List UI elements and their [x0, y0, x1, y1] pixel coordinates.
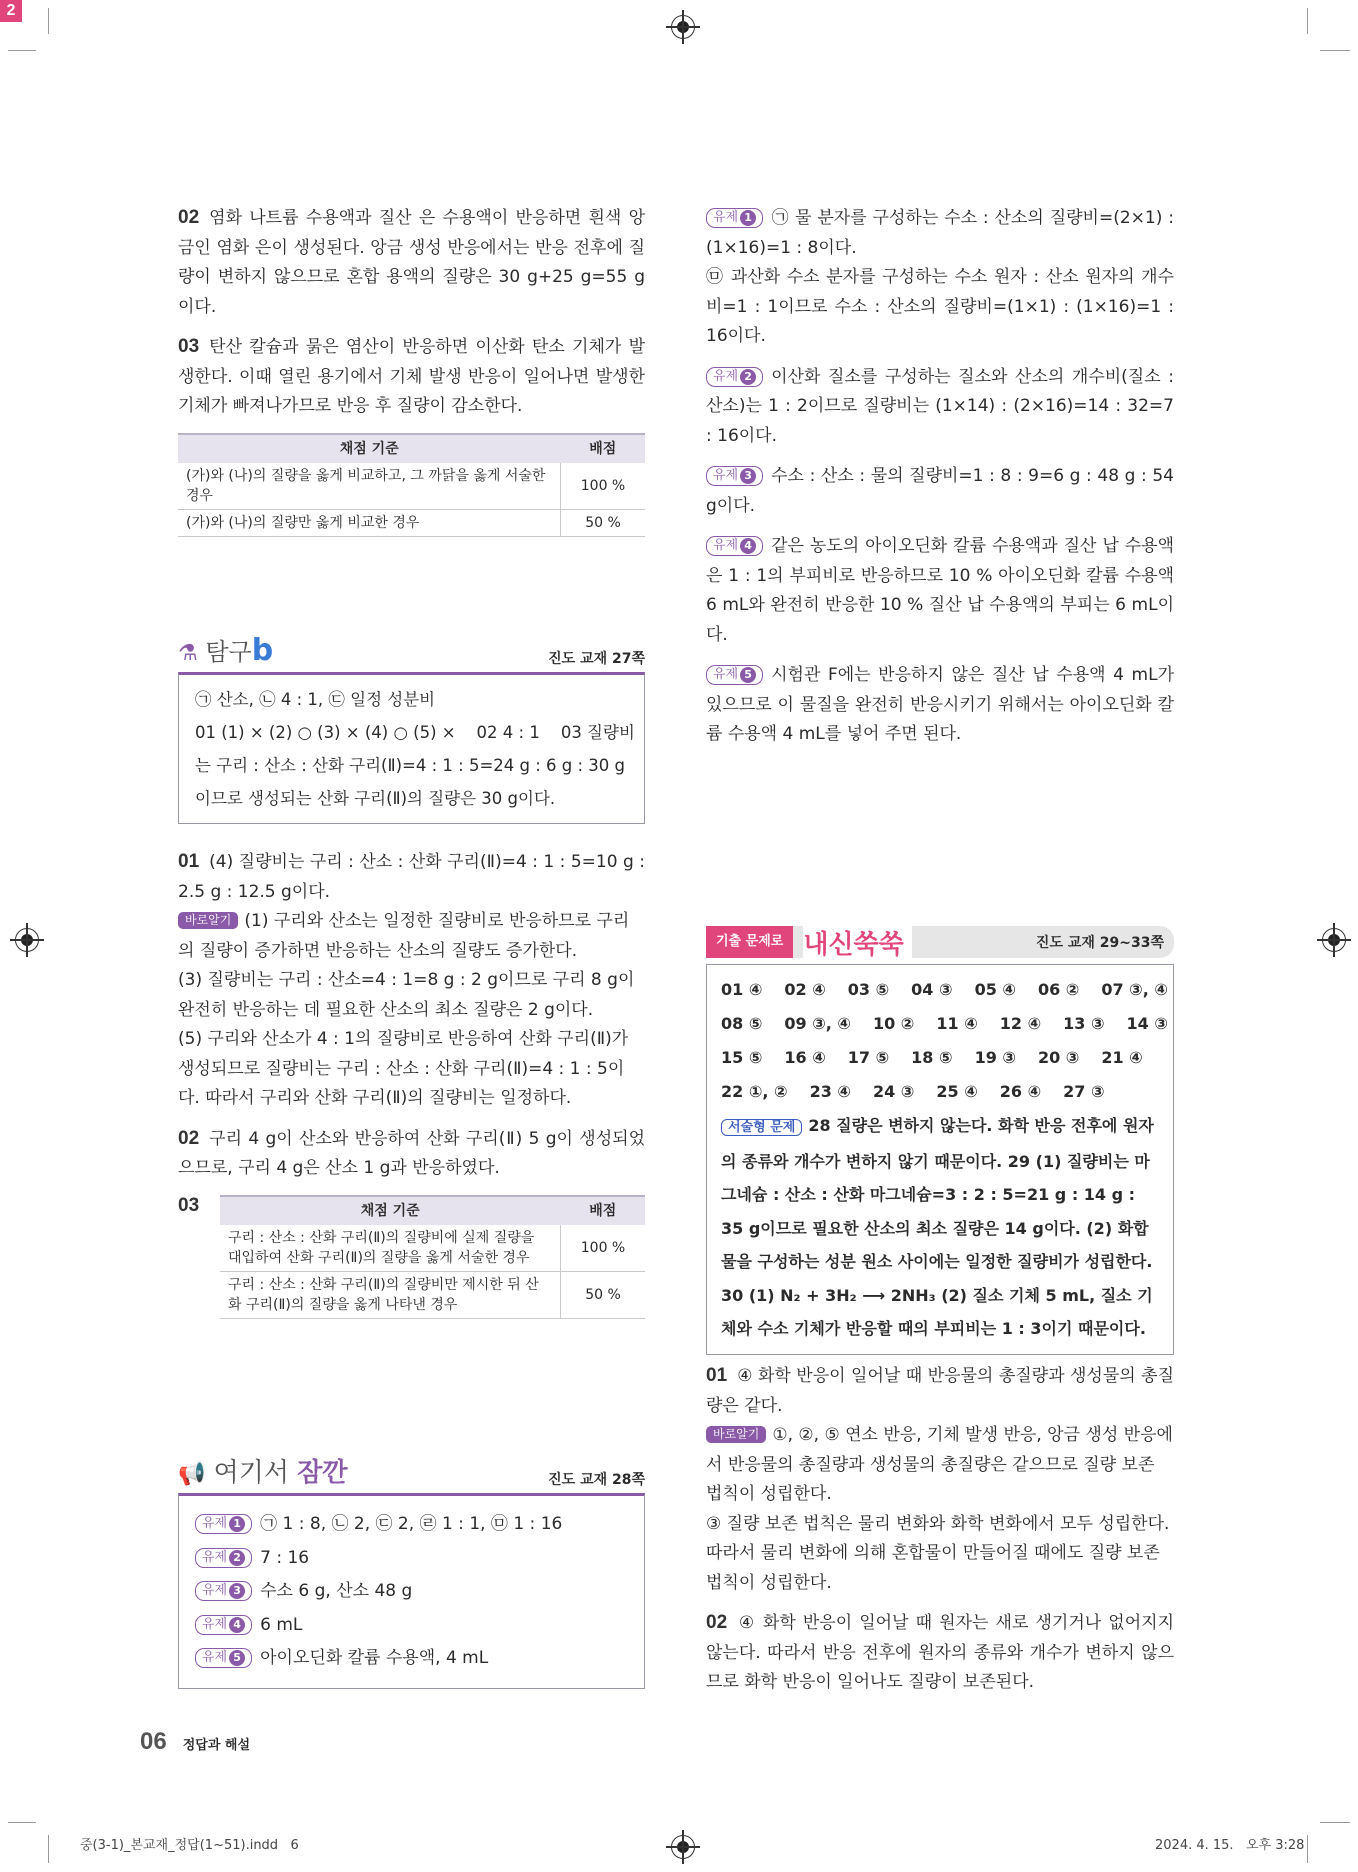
yuje-answer: 유제 2 7 : 16: [195, 1542, 628, 1576]
answer-row: 15 ⑤ 16 ④ 17 ⑤ 18 ⑤ 19 ③ 20 ③ 21 ④: [721, 1048, 1143, 1067]
naesin-answer-box: [706, 964, 1174, 1355]
yuje-answer: 유제 1 ㉠ 1 : 8, ㉡ 2, ㉢ 2, ㉣ 1 : 1, ㉤ 1 : 16: [195, 1508, 628, 1542]
registration-mark-icon: [671, 1835, 695, 1859]
naesin-header: [706, 926, 1174, 958]
registration-mark-icon: [15, 928, 39, 952]
yuje-explanation: 유제 2 이산화 질소를 구성하는 질소와 산소의 개수비(질소 : 산소)는 1 : 2이므로 질량비는 (1×14) : (2×16)=14 : 32=7 : 16이다.: [706, 366, 1174, 446]
answer-line: 는 구리 : 산소 : 산화 구리(Ⅱ)=4 : 1 : 5=24 g : 6 g : 30 g: [195, 756, 626, 775]
table-row: 구리 : 산소 : 산화 구리(Ⅱ)의 질량비만 제시한 뒤 산화 구리(Ⅱ)의 질량을 옳게 나타낸 경우 50 %: [220, 1271, 645, 1318]
table-header: 채점 기준: [220, 1196, 561, 1225]
answer-row: 01 ④ 02 ④ 03 ⑤ 04 ③ 05 ④ 06 ② 07 ③, ④: [721, 980, 1168, 999]
registration-mark-icon: [671, 15, 695, 39]
yuje-explanation: 유제 3 수소 : 산소 : 물의 질량비=1 : 8 : 9=6 g : 48 g : 54 g이다.: [706, 466, 1174, 516]
print-date: 2024. 4. 15. 오후 3:28: [1155, 1838, 1305, 1853]
tamgu-explanations: [178, 848, 645, 1319]
crop-mark: [1307, 8, 1308, 34]
yuje-explanation: 유제 5 시험관 F에는 반응하지 않은 질산 납 수용액 4 mL가 있으므로 이 물질을 완전히 반응시키기 위해서는 아이오딘화 칼륨 수용액 4 mL를 넣어 주면 된다.: [706, 665, 1174, 744]
answer-line: ㉠ 산소, ㉡ 4 : 1, ㉢ 일정 성분비: [195, 690, 436, 709]
table-row: 구리 : 산소 : 산화 구리(Ⅱ)의 질량비에 실제 질량을 대입하여 산화 구리(Ⅱ)의 질량을 옳게 서술한 경우 100 %: [220, 1225, 645, 1272]
naesin-title: 내신쑥쑥: [803, 924, 911, 961]
explanation-bullets: 바로알기 ①, ②, ⑤ 연소 반응, 기체 발생 반응, 앙금 생성 반응에서 반응물의 총질량과 생성물의 총질량은 같으므로 질량 보존 법칙이 성립한다. ③ 질량 보존 법칙은 물리 변화와 화학 변화에서 모두 성립한다. 따라서 물리 변화에 의해 혼합물이 만들어질 때에도 질량 보존 법칙이 성립한다.: [706, 1425, 1173, 1593]
yeogi-title: 📢 여기서 잠깐: [178, 1458, 348, 1488]
yuje-answer: 유제 4 6 mL: [195, 1609, 628, 1643]
baroalgi-tag: 바로알기: [178, 912, 238, 929]
explanation-01: 01 (4) 질량비는 구리 : 산소 : 산화 구리(Ⅱ)=4 : 1 : 5=10 g : 2.5 g : 12.5 g이다.: [178, 851, 645, 902]
explanation-01: 01 ④ 화학 반응이 일어날 때 반응물의 총질량과 생성물의 총질량은 같다.: [706, 1365, 1174, 1416]
naesin-explanations: [706, 1362, 1174, 1709]
page-reference: 진도 교재 28쪽: [548, 1472, 645, 1488]
crop-mark: [1307, 1835, 1308, 1863]
page-footer: [140, 1728, 250, 1756]
explanation-02: 02 구리 4 g이 산소와 반응하여 산화 구리(Ⅱ) 5 g이 생성되었으므로, 구리 4 g은 산소 1 g과 반응하였다.: [178, 1127, 645, 1178]
table-header: 배점: [561, 434, 646, 463]
page-reference: 진도 교재 27쪽: [548, 651, 645, 667]
tamgu-answer-box: [178, 672, 645, 824]
registration-mark-icon: [1322, 928, 1346, 952]
answer-line: 01 (1) × (2) ○ (3) × (4) ○ (5) × 02 4 : 1 03 질량비: [195, 723, 635, 742]
megaphone-icon: 📢: [178, 1462, 206, 1487]
crop-mark: [1320, 1822, 1350, 1823]
scoring-table: [178, 433, 645, 537]
right-column: [706, 204, 1174, 761]
crop-mark: [1320, 50, 1350, 51]
table-header: 배점: [561, 1196, 646, 1225]
page-label: 정답과 해설: [182, 1738, 251, 1753]
explanation-02: 02 ④ 화학 반응이 일어날 때 원자는 새로 생기거나 없어지지 않는다. 따라서 반응 전후에 원자의 종류와 개수가 변하지 않으므로 화학 반응이 일어나도 질량이 보존된다.: [706, 1612, 1174, 1692]
answer-03: 03 탄산 칼슘과 묽은 염산이 반응하면 이산화 탄소 기체가 발생한다. 이때 열린 용기에서 기체 발생 반응이 일어나면 발생한 기체가 빠져나가므로 반응 후 질량이 감소한다.: [178, 336, 645, 416]
yuje-answer: 유제 5 아이오딘화 칼륨 수용액, 4 mL: [195, 1642, 628, 1676]
flask-icon: ⚗: [178, 641, 198, 666]
naesin-section: [706, 926, 1174, 1355]
explanation-bullets: 바로알기 (1) 구리와 산소는 일정한 질량비로 반응하므로 구리의 질량이 증가하면 반응하는 산소의 질량도 증가한다. (3) 질량비는 구리 : 산소=4 : 1=8 g : 2 g이므로 구리 8 g이 완전히 반응하는 데 필요한 산소의 최소 질량은 2 g이다. (5) 구리와 산소가 4 : 1의 질량비로 반응하여 산화 구리(Ⅱ)가 생성되므로 질량비는 구리 : 산소 : 산화 구리(Ⅱ)=4 : 1 : 5이다. 따라서 구리와 산화 구리(Ⅱ)의 질량비는 일정하다.: [178, 911, 635, 1108]
answer-line: 이므로 생성되는 산화 구리(Ⅱ)의 질량은 30 g이다.: [195, 789, 556, 808]
table-header: 채점 기준: [178, 434, 561, 463]
yeogi-answer-box: [178, 1493, 645, 1689]
crop-mark: [48, 1835, 49, 1863]
tamgu-section: [178, 632, 645, 824]
yuje-explanation: ㉤ 과산화 수소 분자를 구성하는 수소 원자 : 산소 원자의 개수비=1 : 1이므로 수소 : 산소의 질량비=(1×1) : (1×16)=1 : 16이다.: [706, 267, 1174, 346]
scoring-table: [220, 1195, 645, 1319]
yuje-explanation: 유제 4 같은 농도의 아이오딘화 칼륨 수용액과 질산 납 수용액은 1 : 1의 부피비로 반응하므로 10 % 아이오딘화 칼륨 수용액 6 mL와 완전히 반응한 10 % 질산 납 수용액의 부피는 6 mL이다.: [706, 536, 1174, 645]
baroalgi-tag: 바로알기: [706, 1426, 766, 1443]
answer-30: 30 (1) N₂ + 3H₂ ⟶ 2NH₃ (2) 질소 기체 5 mL, 질소 기체와 수소 기체가 반응할 때의 부피비는 1 : 3이기 때문이다.: [721, 1285, 1153, 1338]
crop-mark: [8, 1822, 36, 1823]
tamgu-title: ⚗ 탐구b: [178, 633, 274, 668]
corner-page-tag: 2: [0, 0, 22, 22]
essay-tag: 서술형 문제: [721, 1119, 802, 1136]
crop-mark: [8, 50, 36, 51]
answer-grid: [721, 973, 1168, 1109]
table-row: (가)와 (나)의 질량을 옳게 비교하고, 그 까닭을 옳게 서술한 경우 100 %: [178, 463, 645, 510]
explanation-03: 03 채점 기준 배점 구리 : 산소 : 산화 구리(Ⅱ)의 질량비에 실제 질량을 대입하여 산화 구리(Ⅱ)의 질량을 옳게 서술한 경우 100 % 구리 : 산소 : 산화 구리(Ⅱ)의 질량비만 제시한 뒤 산화 구리(Ⅱ)의 질량을 옳게 나타낸 경우 50 %: [178, 1195, 645, 1319]
answer-row: 08 ⑤ 09 ③, ④ 10 ② 11 ④ 12 ④ 13 ③ 14 ③: [721, 1014, 1168, 1033]
crop-mark: [48, 8, 49, 34]
answer-row: 22 ①, ② 23 ④ 24 ③ 25 ④ 26 ④ 27 ③: [721, 1082, 1105, 1101]
essay-answers: 서술형 문제 28 질량은 변하지 않는다. 화학 반응 전후에 원자의 종류와 개수가 변하지 않기 때문이다. 29 (1) 질량비는 마그네슘 : 산소 : 산화 마그네슘=3 : 2 : 5=21 g : 14 g : 35 g이므로 필요한 산소의 최소 질량은 14 g이다. (2) 화합물을 구성하는 성분 원소 사이에는 일정한 질량비가 성립한다. 30 (1) N₂ + 3H₂ ⟶ 2NH₃ (2) 질소 기체 5 mL, 질소 기체와 수소 기체가 반응할 때의 부피비는 1 : 3이기 때문이다.: [721, 1109, 1159, 1346]
naesin-tag: 기출 문제로: [706, 926, 793, 958]
page-reference: 진도 교재 29~33쪽: [1035, 935, 1164, 951]
left-column: [178, 204, 645, 537]
page-number: 06: [140, 1728, 167, 1755]
answer-02: 02 염화 나트륨 수용액과 질산 은 수용액이 반응하면 흰색 앙금인 염화 은이 생성된다. 앙금 생성 반응에서는 반응 전후에 질량이 변하지 않으므로 혼합 용액의 질량은 30 g+25 g=55 g이다.: [178, 207, 645, 317]
yeogi-section: [178, 1452, 645, 1689]
yuje-answer: 유제 3 수소 6 g, 산소 48 g: [195, 1575, 628, 1609]
file-slug: 중(3-1)_본교재_정답(1~51).indd 6: [80, 1838, 299, 1853]
table-row: (가)와 (나)의 질량만 옳게 비교한 경우 50 %: [178, 509, 645, 536]
yuje-explanation: 유제 1 ㉠ 물 분자를 구성하는 수소 : 산소의 질량비=(2×1) : (1×16)=1 : 8이다.: [706, 208, 1174, 258]
